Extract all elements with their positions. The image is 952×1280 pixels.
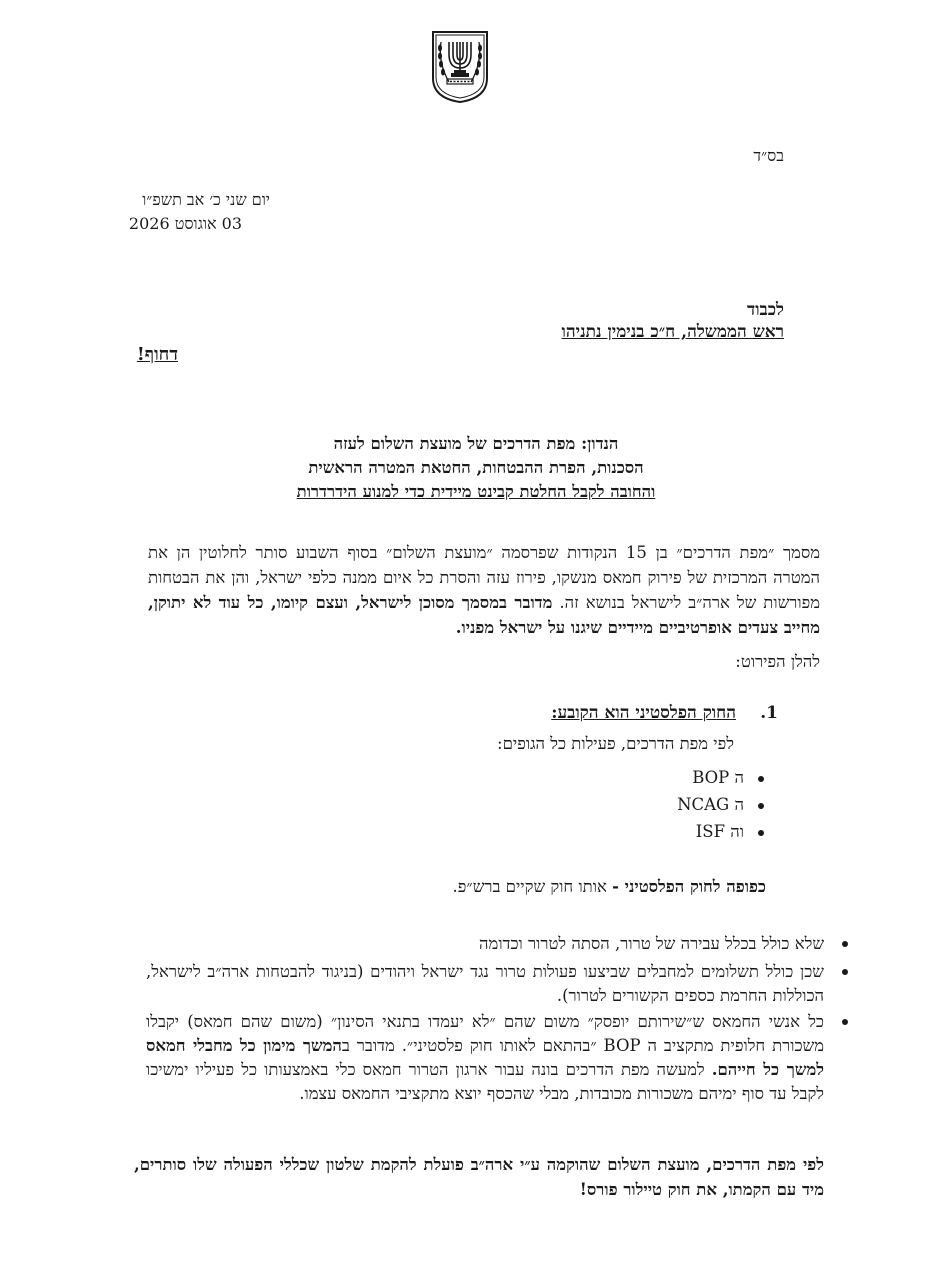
bullet-icon (758, 776, 764, 782)
subject-bold: כפופה לחוק הפלסטיני - (612, 877, 766, 896)
urgent-marking: דחוף! (136, 344, 178, 365)
section-number: .1 (760, 703, 778, 723)
list-item (696, 822, 744, 842)
list-item (146, 960, 824, 1008)
intro-bold-text: מדובר במסמך מסוכן לישראל, ועצם קיומו, כל עוד לא יתוקן, מחייב צעדים אופרטיביים מיידיים שיגנו על ישראל מפניו. (148, 593, 820, 637)
point-text: שלא כולל בכלל עבירה של טרור, הסתה לטרור וכדומה (479, 934, 824, 953)
point-text: למעשה מפת הדרכים בונה עבור ארגון הטרור חמאס כלי באמצעותו כל פעיליו ימשיכו לקבל עד סוף ימיהם משכורות מכובדות, מבלי שהכסף יוצא מתקציבי החמאס עצמו. (146, 1060, 824, 1103)
intro-paragraph (148, 540, 820, 640)
recipient-label: לכבוד (747, 300, 784, 320)
subject-rest: אותו חוק שקיים ברש״פ. (452, 877, 613, 896)
bullet-icon (842, 1019, 848, 1025)
hebrew-date: יום שני כ׳ אב תשפ״ו (142, 190, 270, 209)
point-text: שכן כולל תשלומים למחבלים שביצעו פעולות טרור נגד ישראל ויהודים (בניגוד להבטחות ארה״ב לישראל, הכוללות החרמת כספים הקשורים לטרור). (146, 962, 824, 1005)
subject-line-2: הסכנות, הפרת ההבטחות, החטאת המטרה הראשית (308, 458, 644, 477)
body-name: וה ISF (695, 822, 744, 841)
subject-line-3: והחובה לקבל החלטת קבינט מיידית כדי למנוע הידרדרות (296, 482, 656, 501)
section-title: החוק הפלסטיני הוא הקובע: (551, 703, 736, 723)
list-item (146, 932, 824, 956)
body-name: ה BOP (692, 768, 744, 787)
list-item (692, 768, 744, 788)
point-text: כל אנשי החמאס ש״שירותם יופסק״ משום שהם ״לא יעמדו בתנאי הסינון״ (משום שהם חמאס) יקבלו משכורת חלופית מתקציב ה BOP ״בהתאם לאותו חוק פלסטיני״. מדובר ב (146, 1012, 825, 1055)
subject-to-law-line (453, 877, 766, 897)
section-intro: לפי מפת הדרכים, פעילות כל הגופים: (497, 734, 734, 753)
closing-paragraph: לפי מפת הדרכים, מועצת השלום שהוקמה ע״י ארה״ב פועלת להקמת שלטון שכללי הפעולה שלו סותרים, מיד עם הקמתו, את חוק טיילור פורס! (134, 1155, 824, 1199)
recipient-name: ראש הממשלה, ח״כ בנימין נתניהו (561, 322, 784, 342)
bullet-icon (842, 941, 848, 947)
list-item (677, 795, 744, 815)
gregorian-date: 03 אוגוסט 2026 (128, 214, 242, 233)
subject-line-1: הנדון: מפת הדרכים של מועצת השלום לעזה (333, 434, 619, 453)
details-label: להלן הפירוט: (735, 652, 820, 671)
bsd-marking: בס״ד (753, 146, 784, 165)
list-item (146, 1010, 824, 1106)
bullet-icon (758, 830, 764, 836)
intro-text: מסמך ״מפת הדרכים״ בן 15 הנקודות שפרסמה ״מועצת השלום״ בסוף השבוע סותר לחלוטין הן את המטרה המרכזית של פירוק חמאס מנשקו, פירוז עזה והסרת כל איום ממנה כלפי ישראל, והן את הבטחות מפורשות של ארה״ב לישראל בנושא זה. (148, 543, 820, 612)
state-emblem-icon (429, 28, 491, 104)
point-bold-text: המשך מימון כל מחבלי חמאס למשך כל חייהם. (146, 1036, 825, 1079)
bullet-icon (758, 803, 764, 809)
bullet-icon (842, 969, 848, 975)
body-name: ה NCAG (677, 795, 744, 814)
